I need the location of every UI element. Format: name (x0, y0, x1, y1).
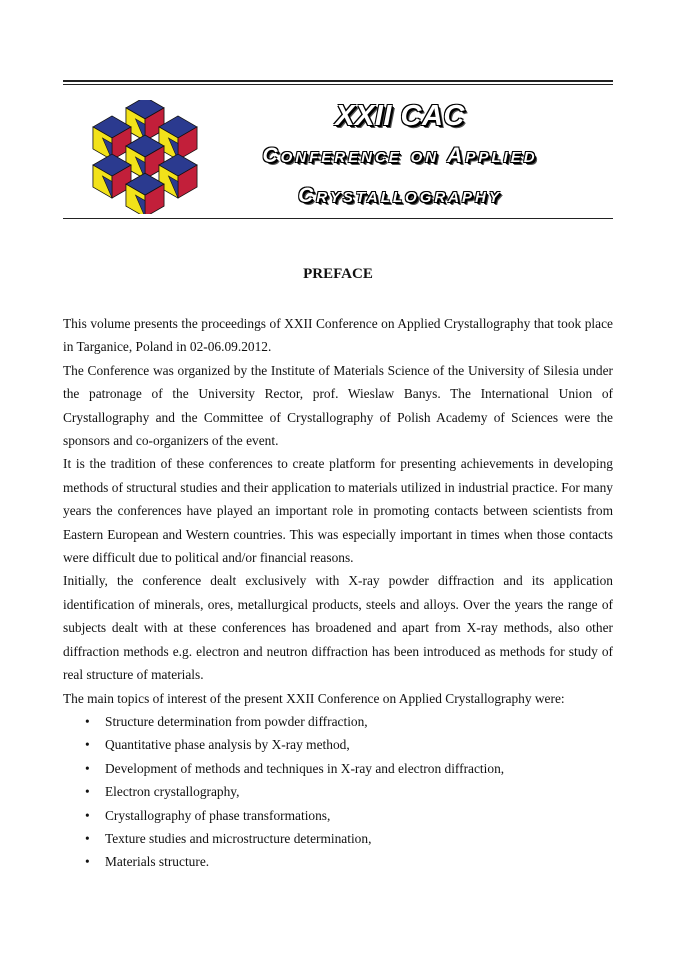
conference-subtitle-line1: Conference on Applied (262, 144, 538, 167)
preface-heading: PREFACE (303, 266, 373, 282)
bullet-icon: • (85, 713, 90, 729)
paragraph-tradition: It is the tradition of these conferences to create platform for presenting achievements in developing methods of structural studies and their application to materials utilized in industrial practice. For many years the conferences have played an important role in promoting contacts between scientists from Eastern European and Western countries. This was especially important in times when those contacts were difficult due to political and/or financial reasons. (63, 456, 613, 566)
conference-logo (80, 100, 210, 214)
bullet-icon: • (85, 760, 90, 776)
header-rule-top-thin (63, 84, 613, 85)
list-item (85, 804, 613, 827)
topic-text: Structure determination from powder diffraction, (105, 713, 368, 729)
list-item (85, 757, 613, 780)
bullet-icon: • (85, 784, 90, 800)
bullet-icon: • (85, 807, 90, 823)
topics-list (63, 710, 613, 874)
paragraph-history: Initially, the conference dealt exclusively with X-ray powder diffraction and its application identification of minerals, ores, metallurgical products, steels and alloys. Over the years the range of subjects dealt with at these conferences has broadened and apart from X-ray methods, also other diffraction methods e.g. electron and neutron diffraction has been introduced as methods for study of real structure of materials. (63, 573, 613, 683)
header-title-block (225, 96, 575, 216)
list-item (85, 780, 613, 803)
preface-body (63, 312, 613, 874)
topic-text: Texture studies and microstructure determination, (105, 830, 372, 846)
conference-subtitle-line2: Crystallography (298, 184, 502, 207)
paragraph-topics-intro: The main topics of interest of the present XXII Conference on Applied Crystallography were: (63, 690, 565, 706)
topic-text: Crystallography of phase transformations, (105, 807, 331, 823)
bullet-icon: • (85, 854, 90, 870)
paragraph-organization: The Conference was organized by the Institute of Materials Science of the University of Silesia under the patronage of the University Rector, prof. Wieslaw Banys. The International Union of Crystallography and the Committee of Crystallography of Polish Academy of Sciences were the sponsors and co-organizers of the event. (63, 362, 613, 449)
list-item (85, 850, 613, 873)
topic-text: Electron crystallography, (105, 784, 240, 800)
topic-text: Materials structure. (105, 854, 210, 870)
list-item (85, 733, 613, 756)
header-rule-bottom (63, 218, 613, 219)
header-rule-top (63, 80, 613, 82)
paragraph-intro: This volume presents the proceedings of XXII Conference on Applied Crystallography that took place in Targanice, Poland in 02-06.09.2012. (63, 316, 613, 355)
list-item (85, 710, 613, 733)
list-item (85, 827, 613, 850)
conference-title: XXII CAC (335, 100, 465, 132)
bullet-icon: • (85, 830, 90, 846)
topic-text: Development of methods and techniques in X-ray and electron diffraction, (105, 760, 505, 776)
topic-text: Quantitative phase analysis by X-ray method, (105, 737, 350, 753)
bullet-icon: • (85, 737, 90, 753)
